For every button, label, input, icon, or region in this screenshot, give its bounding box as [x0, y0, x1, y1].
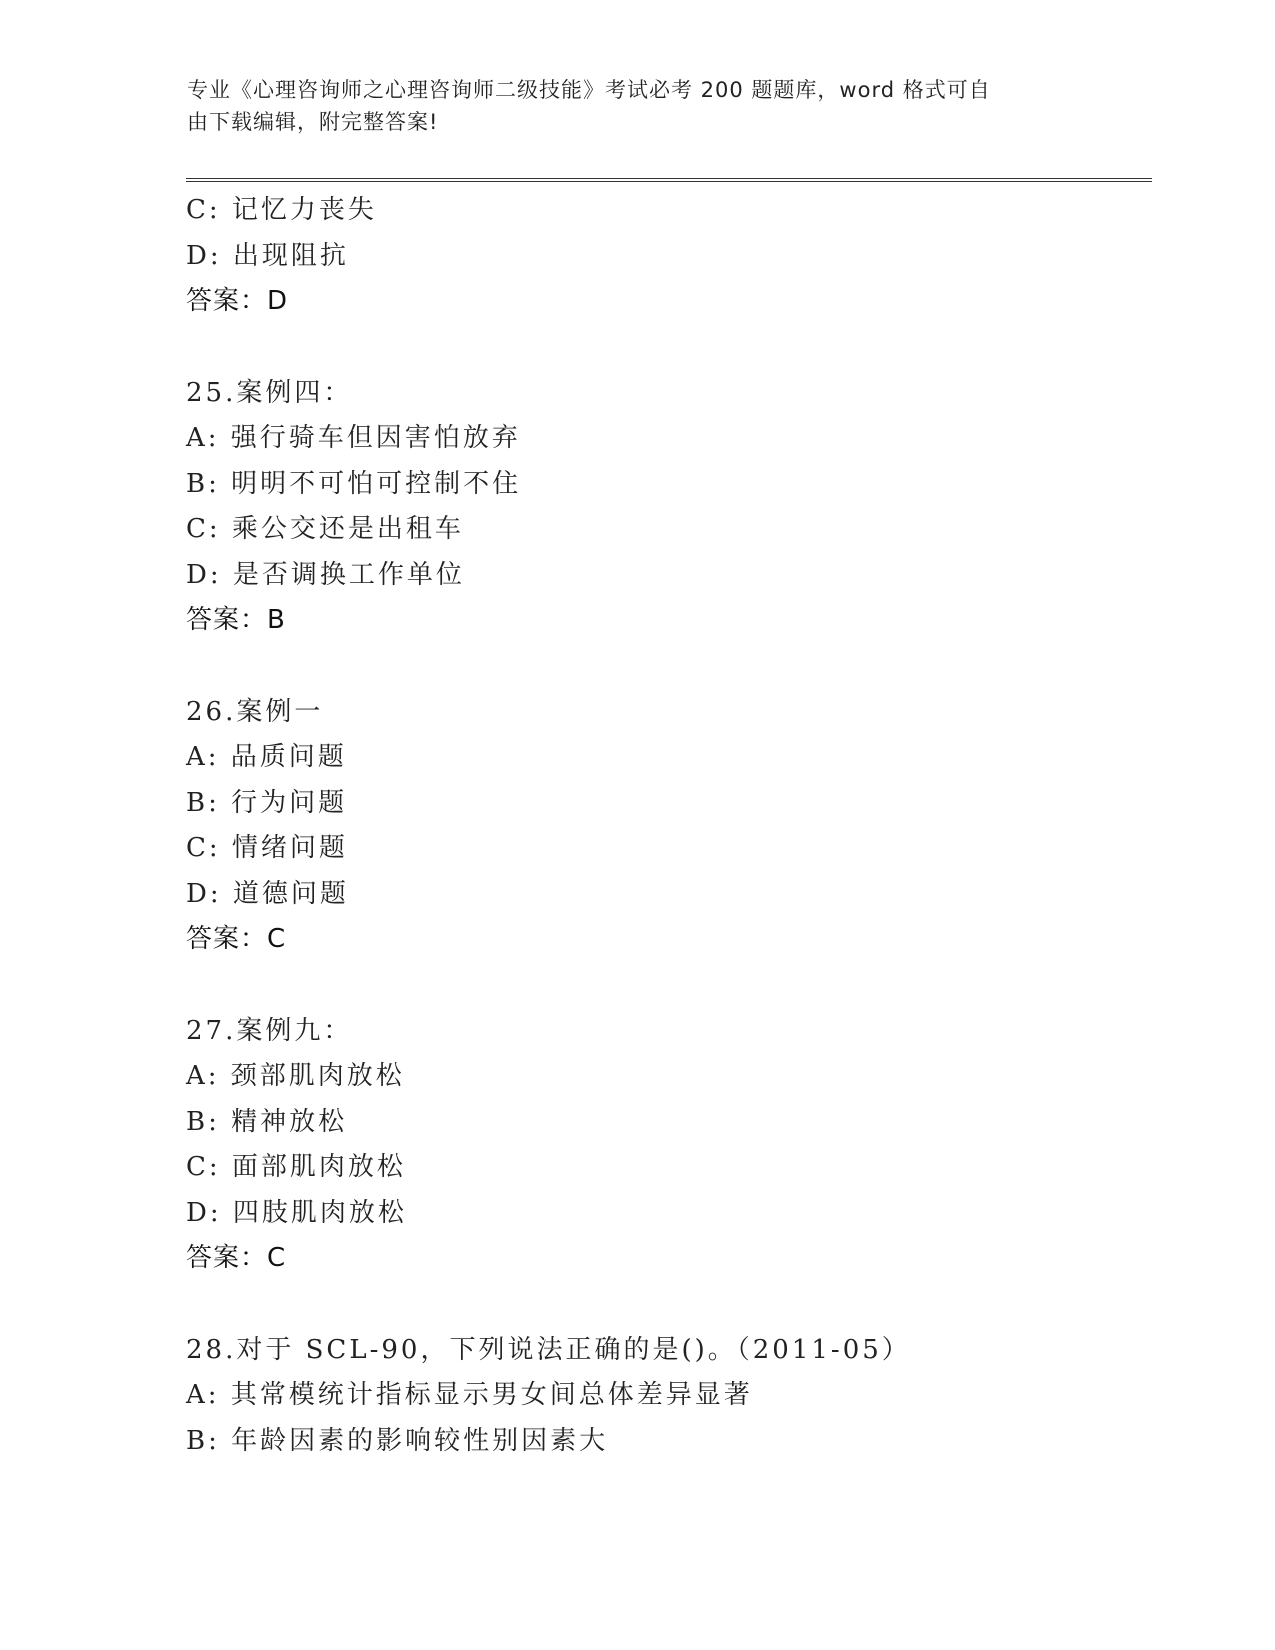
option-line: A: 品质问题 — [186, 742, 347, 772]
option-line: C: 记忆力丧失 — [186, 195, 377, 225]
blank-line — [186, 1282, 1146, 1328]
question-line: 27.案例九： — [186, 1015, 353, 1046]
option-line: A: 强行骑车但因害怕放弃 — [186, 423, 521, 453]
blank-line — [186, 963, 1146, 1009]
option-line: D: 是否调换工作单位 — [186, 559, 465, 590]
option-line: B: 精神放松 — [186, 1106, 348, 1137]
option-line: A: 其常模统计指标显示男女间总体差异显著 — [186, 1380, 753, 1410]
document-header — [187, 74, 1067, 138]
answer-line: 答案：B — [186, 605, 286, 635]
question-line: 25.案例四： — [186, 377, 353, 408]
header-line-2: 由下载编辑，附完整答案! — [187, 110, 439, 134]
option-line: B: 行为问题 — [186, 787, 348, 818]
answer-line: 答案：C — [186, 1243, 287, 1273]
option-line: C: 面部肌肉放松 — [186, 1152, 406, 1182]
header-divider — [186, 178, 1152, 182]
blank-line — [186, 325, 1146, 371]
question-line: 28.对于 SCL-90，下列说法正确的是()。（2011-05） — [186, 1334, 911, 1365]
blank-line — [186, 644, 1146, 690]
question-line: 26.案例一 — [186, 696, 324, 727]
option-line: D: 四肢肌肉放松 — [186, 1197, 407, 1228]
option-line: A: 颈部肌肉放松 — [186, 1061, 405, 1091]
header-line-1: 专业《心理咨询师之心理咨询师二级技能》考试必考 200 题题库，word 格式可自 — [187, 78, 991, 102]
question-list — [186, 188, 1146, 1464]
option-line: B: 年龄因素的影响较性别因素大 — [186, 1425, 609, 1456]
option-line: D: 道德问题 — [186, 878, 349, 909]
answer-line: 答案：D — [186, 286, 289, 316]
answer-line: 答案：C — [186, 924, 287, 954]
option-line: C: 乘公交还是出租车 — [186, 514, 464, 544]
option-line: D: 出现阻抗 — [186, 240, 349, 271]
option-line: C: 情绪问题 — [186, 833, 348, 863]
option-line: B: 明明不可怕可控制不住 — [186, 468, 522, 499]
